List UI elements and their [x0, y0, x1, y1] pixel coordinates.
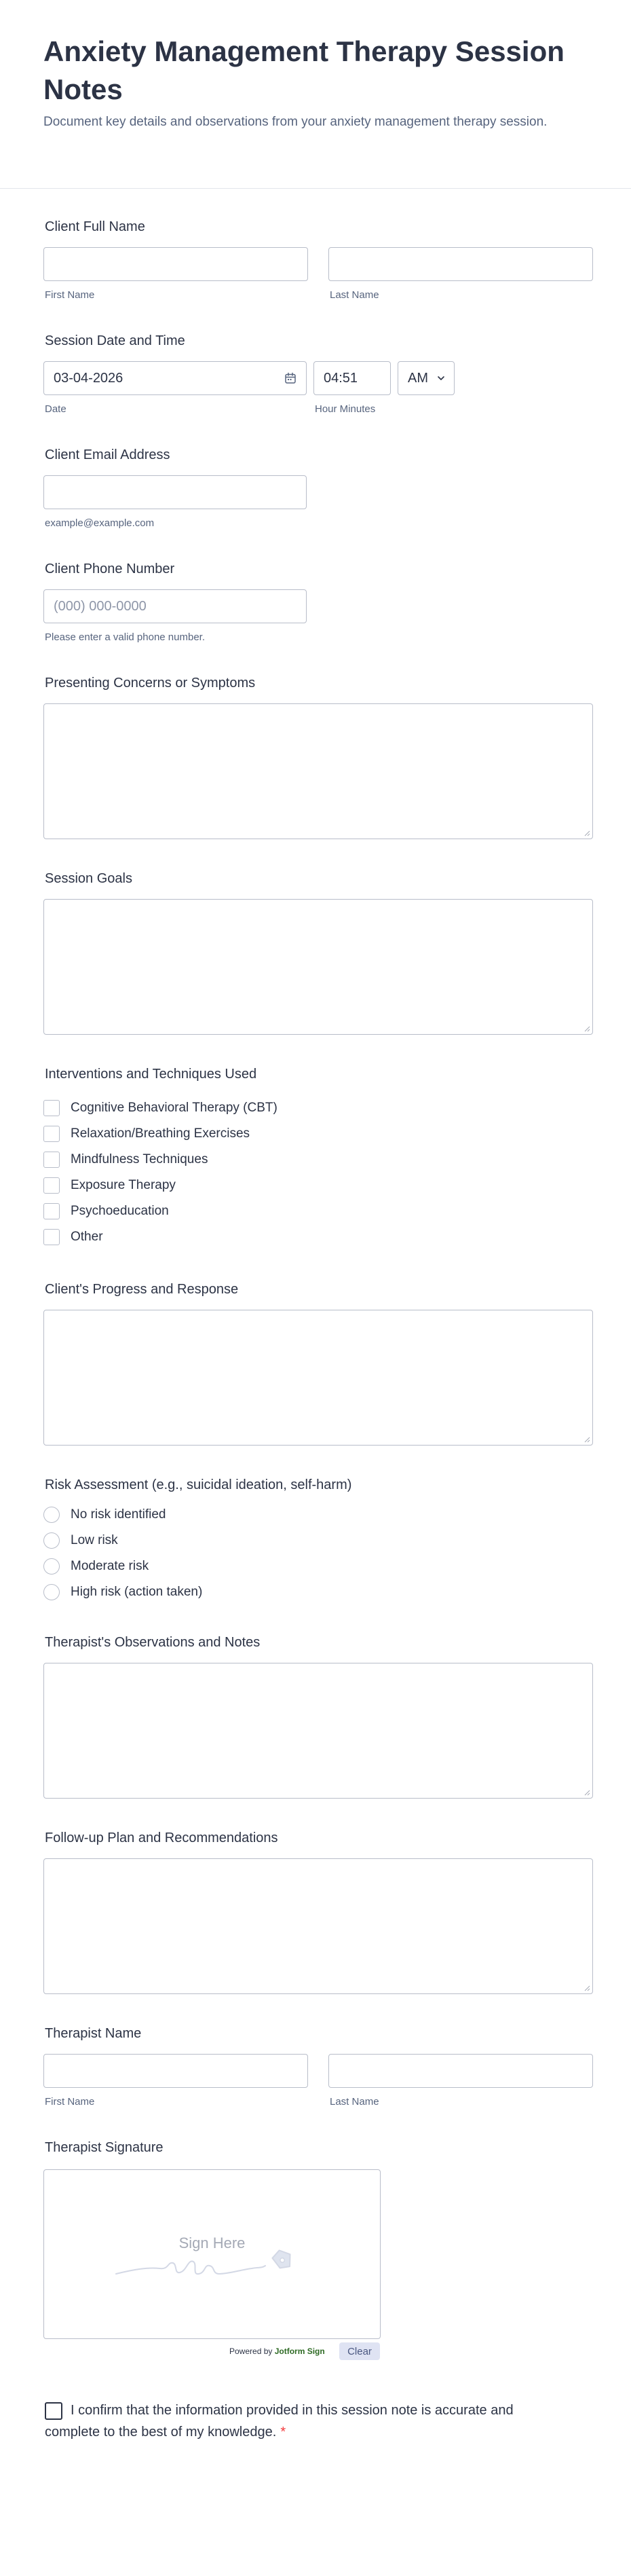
chevron-down-icon — [436, 373, 446, 383]
ampm-value: AM — [408, 370, 428, 386]
intervention-option[interactable] — [43, 1099, 278, 1117]
therapist-last-name-input[interactable] — [328, 2054, 593, 2088]
risk-option-label: Low risk — [71, 1533, 118, 1547]
signature-label: Therapist Signature — [45, 2140, 164, 2155]
session-time-input[interactable]: 04:51 — [313, 361, 391, 395]
presenting-concerns-textarea[interactable] — [43, 703, 593, 839]
client-last-name-sublabel: Last Name — [330, 289, 379, 301]
risk-option-label: High risk (action taken) — [71, 1585, 203, 1599]
client-first-name-sublabel: First Name — [45, 289, 95, 301]
resize-handle-icon[interactable] — [584, 1789, 590, 1796]
therapist-last-name-sublabel: Last Name — [330, 2096, 379, 2108]
observations-label: Therapist's Observations and Notes — [45, 1635, 261, 1650]
radio-button[interactable] — [43, 1584, 60, 1600]
observations-textarea[interactable] — [43, 1663, 593, 1799]
intervention-option[interactable] — [43, 1125, 250, 1143]
email-label: Client Email Address — [45, 447, 170, 462]
client-name-label: Client Full Name — [45, 219, 145, 234]
risk-label: Risk Assessment (e.g., suicidal ideation, self-harm) — [45, 1477, 352, 1492]
intervention-option-label: Relaxation/Breathing Exercises — [71, 1126, 250, 1141]
progress-textarea[interactable] — [43, 1310, 593, 1446]
interventions-label: Interventions and Techniques Used — [45, 1067, 257, 1082]
signature-hint: Sign Here — [178, 2234, 246, 2251]
therapist-first-name-sublabel: First Name — [45, 2096, 95, 2108]
session-date-sublabel: Date — [45, 403, 66, 415]
confirmation-text — [45, 2399, 533, 2443]
intervention-option[interactable] — [43, 1151, 208, 1169]
client-first-name-input[interactable] — [43, 247, 308, 281]
checkbox[interactable] — [43, 1229, 60, 1245]
radio-button[interactable] — [43, 1532, 60, 1549]
required-mark: * — [280, 2425, 286, 2440]
resize-handle-icon[interactable] — [584, 1025, 590, 1032]
radio-button[interactable] — [43, 1507, 60, 1523]
phone-label: Client Phone Number — [45, 562, 175, 576]
form-title: Anxiety Management Therapy Session Notes — [43, 35, 565, 105]
risk-option[interactable] — [43, 1583, 202, 1601]
ampm-select[interactable] — [398, 361, 455, 395]
session-date-value: 03-04-2026 — [54, 370, 123, 386]
progress-label: Client's Progress and Response — [45, 1282, 239, 1297]
session-goals-label: Session Goals — [45, 871, 132, 886]
email-input[interactable] — [43, 475, 307, 509]
form-subtitle: Document key details and observations from your anxiety management therapy session. — [43, 115, 548, 129]
risk-option-label: Moderate risk — [71, 1559, 149, 1573]
followup-label: Follow-up Plan and Recommendations — [45, 1830, 278, 1845]
session-datetime-label: Session Date and Time — [45, 333, 185, 348]
resize-handle-icon[interactable] — [584, 1436, 590, 1443]
intervention-option[interactable] — [43, 1202, 169, 1220]
resize-handle-icon[interactable] — [584, 1985, 590, 1991]
therapist-name-label: Therapist Name — [45, 2026, 142, 2041]
phone-input[interactable]: (000) 000-0000 — [43, 589, 307, 623]
form-header — [0, 0, 631, 189]
powered-by-prefix: Powered by — [229, 2347, 273, 2356]
risk-option[interactable] — [43, 1506, 166, 1524]
risk-option[interactable] — [43, 1558, 149, 1575]
followup-textarea[interactable] — [43, 1858, 593, 1994]
signature-pad[interactable] — [43, 2169, 381, 2339]
risk-option[interactable] — [43, 1532, 118, 1549]
session-date-input[interactable] — [43, 361, 307, 395]
intervention-option-label: Mindfulness Techniques — [71, 1152, 208, 1166]
session-goals-textarea[interactable] — [43, 899, 593, 1035]
calendar-icon[interactable] — [284, 372, 297, 384]
clear-signature-button[interactable]: Clear — [339, 2342, 380, 2360]
checkbox[interactable] — [43, 1126, 60, 1142]
session-time-sublabel: Hour Minutes — [315, 403, 376, 415]
intervention-option-label: Other — [71, 1230, 103, 1244]
signature-scribble-icon — [112, 2234, 316, 2285]
presenting-concerns-label: Presenting Concerns or Symptoms — [45, 676, 256, 691]
intervention-option[interactable] — [43, 1228, 103, 1246]
client-last-name-input[interactable] — [328, 247, 593, 281]
checkbox[interactable] — [43, 1100, 60, 1116]
powered-by-text — [229, 2347, 325, 2356]
resize-handle-icon[interactable] — [584, 830, 590, 836]
jotform-sign-link[interactable]: Jotform Sign — [274, 2347, 325, 2356]
email-sublabel: example@example.com — [45, 517, 155, 529]
checkbox[interactable] — [43, 1203, 60, 1219]
intervention-option[interactable] — [43, 1177, 176, 1194]
intervention-option-label: Psychoeducation — [71, 1204, 169, 1218]
intervention-option-label: Cognitive Behavioral Therapy (CBT) — [71, 1101, 278, 1115]
intervention-option-label: Exposure Therapy — [71, 1178, 176, 1192]
radio-button[interactable] — [43, 1558, 60, 1575]
checkbox[interactable] — [43, 1177, 60, 1194]
confirmation-label: I confirm that the information provided in this session note is accurate and complete to the best of my knowledge. — [45, 2403, 514, 2440]
phone-sublabel: Please enter a valid phone number. — [45, 631, 205, 643]
checkbox[interactable] — [43, 1152, 60, 1168]
therapist-first-name-input[interactable] — [43, 2054, 308, 2088]
risk-option-label: No risk identified — [71, 1507, 166, 1522]
